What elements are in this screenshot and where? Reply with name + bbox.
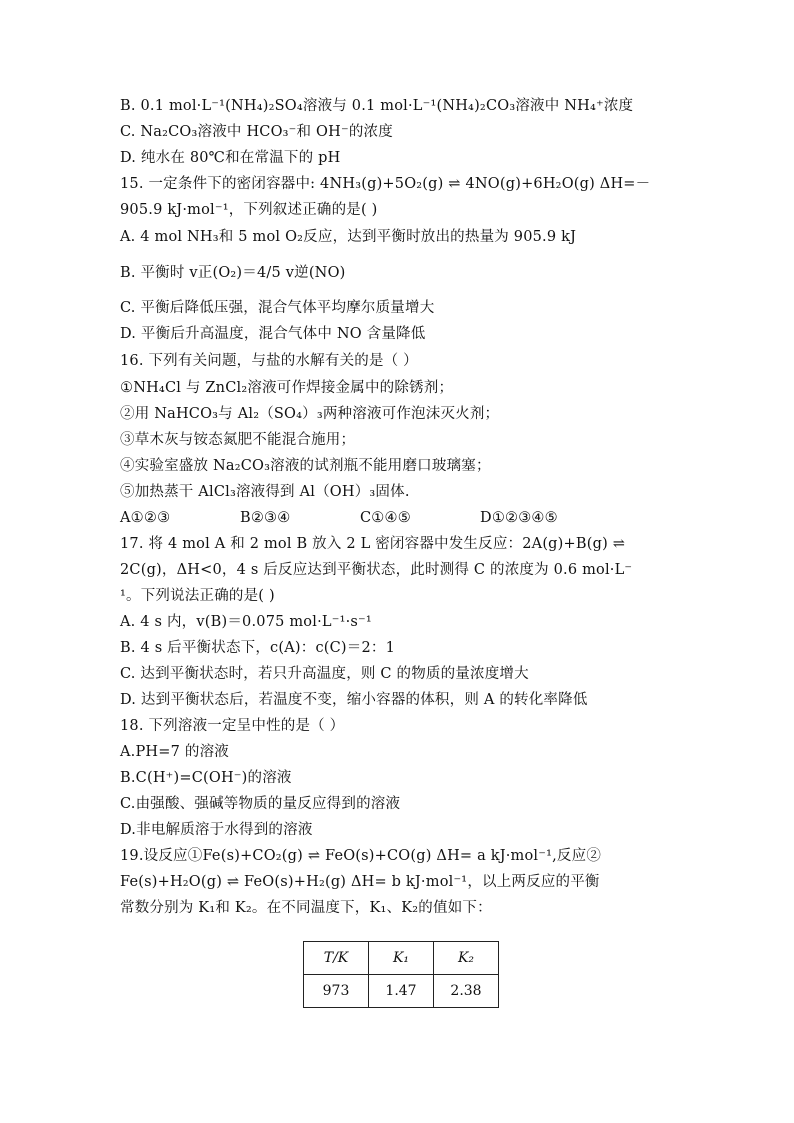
q15-option-a: A. 4 mol NH₃和 5 mol O₂反应，达到平衡时放出的热量为 905.9 kJ — [120, 229, 577, 245]
q16-item-2: ②用 NaHCO₃与 Al₂（SO₄）₃两种溶液可作泡沫灭火剂； — [120, 406, 500, 422]
q19-stem-line3: 常数分别为 K₁和 K₂。在不同温度下，K₁、K₂的值如下： — [120, 900, 492, 916]
q18-stem: 18. 下列溶液一定呈中性的是（ ） — [120, 718, 345, 734]
table-cell: 2.38 — [434, 975, 499, 1008]
q14-option-c: C. Na₂CO₃溶液中 HCO₃⁻和 OH⁻的浓度 — [120, 124, 393, 140]
table-header-cell: K₁ — [369, 942, 434, 975]
q16-item-1: ①NH₄Cl 与 ZnCl₂溶液可作焊接金属中的除锈剂； — [120, 380, 454, 396]
q19-stem-line1: 19.设反应①Fe(s)+CO₂(g) ⇌ FeO(s)+CO(g) ΔH= a kJ·mol⁻¹,反应② — [120, 848, 602, 864]
q17-stem-line1: 17. 将 4 mol A 和 2 mol B 放入 2 L 密闭容器中发生反应：2A(g)+B(g) ⇌ — [120, 536, 626, 552]
q17-stem-line3: ¹。下列说法正确的是( ) — [120, 588, 275, 604]
q16-item-4: ④实验室盛放 Na₂CO₃溶液的试剂瓶不能用磨口玻璃塞； — [120, 458, 491, 474]
q16-choice-c: C①④⑤ — [360, 510, 411, 526]
table-cell: 973 — [304, 975, 369, 1008]
table-header-row — [304, 942, 499, 975]
q18-option-d: D.非电解质溶于水得到的溶液 — [120, 822, 313, 838]
q14-option-d: D. 纯水在 80℃和在常温下的 pH — [120, 150, 341, 166]
q18-option-a: A.PH=7 的溶液 — [120, 744, 229, 760]
table-row — [304, 975, 499, 1008]
q15-stem-line1: 15. 一定条件下的密闭容器中: 4NH₃(g)+5O₂(g) ⇌ 4NO(g)+6H₂O(g) ΔH=－ — [120, 176, 651, 192]
q14-option-b: B. 0.1 mol·L⁻¹(NH₄)₂SO₄溶液与 0.1 mol·L⁻¹(NH₄)₂CO₃溶液中 NH₄⁺浓度 — [120, 98, 634, 114]
q16-choice-a: A①②③ — [120, 510, 171, 526]
q18-option-b: B.C(H⁺)=C(OH⁻)的溶液 — [120, 770, 292, 786]
q16-choice-d: D①②③④⑤ — [480, 510, 558, 526]
q16-stem: 16. 下列有关问题，与盐的水解有关的是（ ） — [120, 353, 418, 369]
equilibrium-constant-table — [303, 941, 499, 1008]
q17-option-c: C. 达到平衡状态时，若只升高温度，则 C 的物质的量浓度增大 — [120, 666, 529, 682]
q17-option-a: A. 4 s 内，v(B)＝0.075 mol·L⁻¹·s⁻¹ — [120, 614, 372, 630]
table-header-cell: K₂ — [434, 942, 499, 975]
table-header-cell: T/K — [304, 942, 369, 975]
q17-option-d: D. 达到平衡状态后，若温度不变，缩小容器的体积，则 A 的转化率降低 — [120, 692, 588, 708]
q15-stem-line2: 905.9 kJ·mol⁻¹，下列叙述正确的是( ) — [120, 202, 378, 218]
table-cell: 1.47 — [369, 975, 434, 1008]
q17-option-b: B. 4 s 后平衡状态下，c(A)：c(C)＝2：1 — [120, 640, 396, 656]
q17-stem-line2: 2C(g)，ΔH<0，4 s 后反应达到平衡状态，此时测得 C 的浓度为 0.6 mol·L⁻ — [120, 562, 633, 578]
q16-choice-b: B②③④ — [240, 510, 291, 526]
q16-item-5: ⑤加热蒸干 AlCl₃溶液得到 Al（OH）₃固体. — [120, 484, 410, 500]
q18-option-c: C.由强酸、强碱等物质的量反应得到的溶液 — [120, 796, 401, 812]
q19-stem-line2: Fe(s)+H₂O(g) ⇌ FeO(s)+H₂(g) ΔH= b kJ·mol⁻¹，以上两反应的平衡 — [120, 874, 600, 890]
q15-option-b: B. 平衡时 v正(O₂)＝4/5 v逆(NO) — [120, 265, 346, 281]
q15-option-c: C. 平衡后降低压强，混合气体平均摩尔质量增大 — [120, 300, 435, 316]
q16-choices — [120, 508, 600, 528]
q16-item-3: ③草木灰与铵态氮肥不能混合施用； — [120, 432, 356, 448]
q15-option-d: D. 平衡后升高温度，混合气体中 NO 含量降低 — [120, 326, 426, 342]
